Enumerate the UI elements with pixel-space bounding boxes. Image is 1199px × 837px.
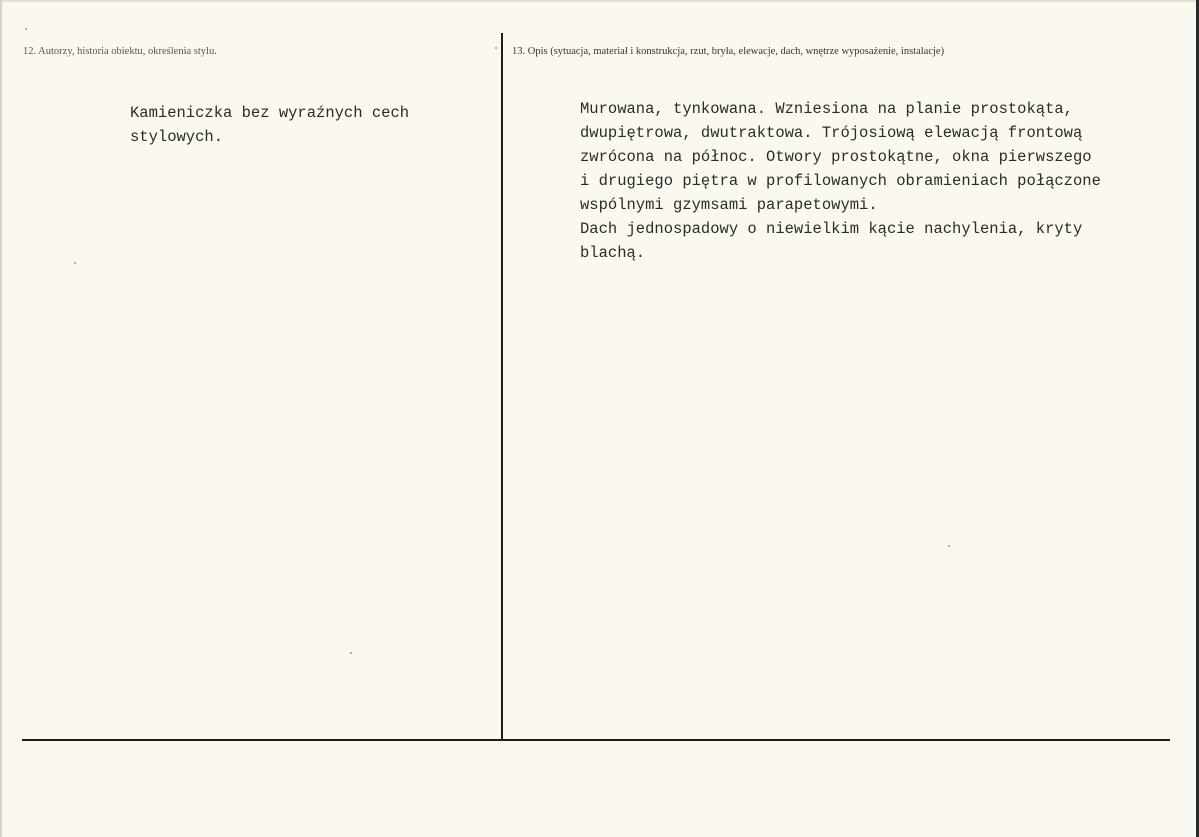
column-divider — [501, 33, 503, 739]
typed-line: i drugiego piętra w profilowanych obramieniach połączone — [580, 172, 1101, 190]
paper-speck — [74, 262, 76, 264]
section-12-label: 12. Autorzy, historia obiektu, określenia stylu. — [23, 46, 217, 57]
typed-line: Dach jednospadowy o niewielkim kącie nachylenia, kryty — [580, 220, 1083, 238]
section-13-typed-text — [580, 97, 1101, 265]
paper-speck — [948, 545, 950, 547]
typed-line: wspólnymi gzymsami parapetowymi. — [580, 196, 878, 214]
page-top-edge — [0, 0, 1199, 2]
typed-line: blachą. — [580, 244, 646, 262]
typed-line: stylowych. — [130, 128, 224, 146]
paper-speck — [350, 652, 352, 654]
paper-speck — [495, 47, 497, 49]
typed-line: Murowana, tynkowana. Wzniesiona na planie prostokąta, — [580, 100, 1073, 118]
bottom-rule — [22, 739, 1170, 741]
typed-line: dwupiętrowa, dwutraktowa. Trójosiową elewacją frontową — [580, 124, 1083, 142]
typed-line: Kamieniczka bez wyraźnych cech — [130, 104, 410, 122]
section-13-label: 13. Opis (sytuacja, materiał i konstrukcja, rzut, bryła, elewacje, dach, wnętrze wyposażenie, instalacje) — [512, 46, 945, 57]
paper-speck — [25, 28, 27, 30]
section-12-typed-text — [130, 101, 409, 149]
page-left-edge — [0, 0, 2, 837]
typed-line: zwrócona na północ. Otwory prostokątne, okna pierwszego — [580, 148, 1092, 166]
